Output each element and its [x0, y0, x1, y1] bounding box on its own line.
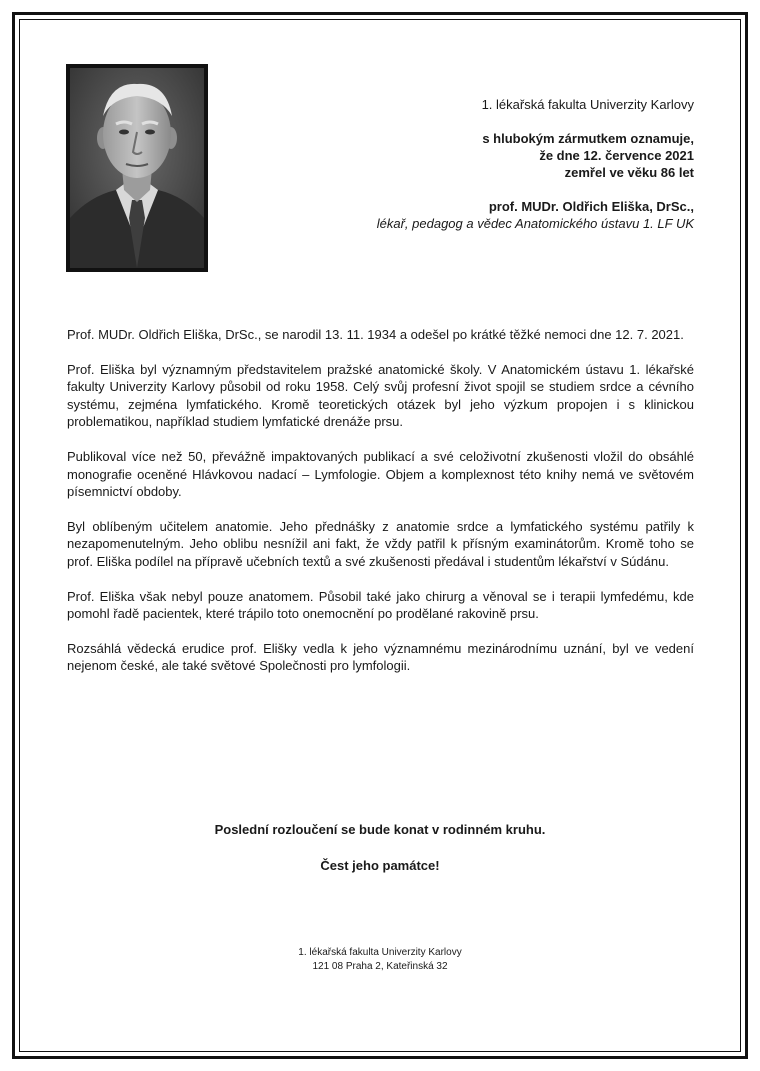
body-paragraph: Rozsáhlá vědecká erudice prof. Elišky vedla k jeho významnému mezinárodnímu uznání, byl ve vedení nejenom české, ale také světové Společnosti pro lymfologii. [67, 640, 694, 674]
announcement-header [274, 96, 694, 232]
body-paragraph: Prof. Eliška byl významným představitelem pražské anatomické školy. V Anatomickém ústavu 1. lékařské fakulty Univerzity Karlovy působil od roku 1958. Celý svůj profesní život spojil se studiem srdce a cévního systému, zejména lymfatického. Kromě teoretických otázek byl jeho výzkum propojen i s klinickou problematikou, například studiem lymfatické drenáže prsu. [67, 361, 694, 430]
honor-line: Čest jeho památce! [320, 858, 440, 873]
footer-address [0, 946, 760, 974]
deceased-role: lékař, pedagog a vědec Anatomického ústavu 1. LF UK [376, 216, 694, 231]
portrait-photo [66, 64, 208, 272]
footer-line-1: 1. lékařská fakulta Univerzity Karlovy [298, 947, 462, 958]
portrait-photo-icon [70, 68, 204, 268]
announcement-line-2: že dne 12. července 2021 [539, 148, 694, 163]
obituary-body [67, 326, 694, 692]
footer-line-2: 121 08 Praha 2, Kateřinská 32 [312, 961, 448, 972]
body-paragraph: Publikoval více než 50, převážně impaktovaných publikací a své celoživotní zkušenosti vložil do obsáhlé monografie oceněné Hlávkovou nadací – Lymfologie. Objem a komplexnost této knihy nemá ve světovém písemnictví obdoby. [67, 448, 694, 500]
deceased-name: prof. MUDr. Oldřich Eliška, DrSc., [488, 199, 694, 214]
faculty-name: 1. lékařská fakulta Univerzity Karlovy [481, 97, 694, 112]
closing-section [0, 821, 760, 893]
body-paragraph: Prof. MUDr. Oldřich Eliška, DrSc., se narodil 13. 11. 1934 a odešel po krátké těžké nemoci dne 12. 7. 2021. [67, 327, 684, 342]
farewell-notice: Poslední rozloučení se bude konat v rodinném kruhu. [214, 822, 546, 837]
body-paragraph: Prof. Eliška však nebyl pouze anatomem. Působil také jako chirurg a věnoval se i terapii lymfedému, kde pomohl řadě pacientek, které trápilo toto onemocnění po prodělané rakovině prsu. [67, 588, 694, 622]
body-paragraph: Byl oblíbeným učitelem anatomie. Jeho přednášky z anatomie srdce a lymfatického systému patřily k nezapomenutelným. Jeho oblibu nesnížil ani fakt, že vždy patřil k přísným examinátorům. Kromě toho se prof. Eliška podílel na přípravě učebních textů a své zkušenosti předával i studentům lékařství v Súdánu. [67, 518, 694, 569]
announcement-line-3: zemřel ve věku 86 let [564, 165, 694, 180]
announcement-line-1: s hlubokým zármutkem oznamuje, [482, 131, 694, 146]
